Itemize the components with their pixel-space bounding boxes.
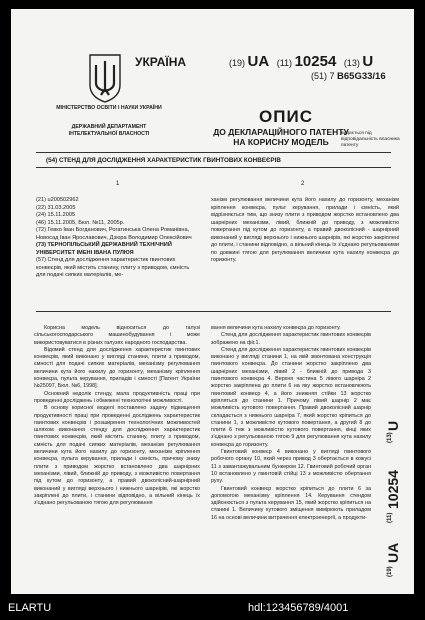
column-number-2: 2 [301, 181, 305, 187]
side-code-11: (11) [387, 512, 393, 523]
side-kind-code: U [385, 420, 401, 431]
side-code-19: (19) [387, 566, 393, 577]
office-code: UA [247, 53, 270, 70]
paragraph: Гвинтовий конвеєр жорстко кріпиться до плити 6 за допомогою механізму кріплення 14. Керування стендом здійснюється з пульта керування 15, який жорстко кріпиться на станині 1. Величину кутового зміщення вимірюють приладом 16 на основі величини витрачення електроенергії, а продукти- [211, 485, 371, 521]
code-51: (51) 7 [311, 71, 335, 81]
paragraph: Стенд для дослідження характеристик гвинтових конвеєрів виконано у вигляді станини 1, на якій змонтована конструкція гвинтового конвеєра. До станини жорстко закріплено два шарнірних механізми, лівий 2 - ближній до привода 3 гвинтового конвеєра 4. Верхня частина 5 лівого шарніра 2 жорстко закріплена до плити 6 на яку жорстко встановлюють гвинтовий конвеєр 4, а його знижняя стійки 13 жорстко кріпляться до станини 1. Причому лівий шарнір 2 має можливість кутового повертання. Правий двоколісний шарнір складається з нижнього шарніра 7, який жорстко кріпиться до станини 1, з можливістю кутового повертання, а другий 8 до плити 6 теж з можливістю кутового повертання, кінці яких з'єднано з регульованою тягою 9 для регулювання кута нахилу конвеєра до горизонту. [211, 346, 371, 448]
paragraph: В основу корисної моделі поставлено задачу підвищення продуктивності праці при проведенні досліджень характеристик гвинтових конвеєрів і розширення технологічних можливостей шляхом виконання стенду для дослідження характеристик гвинтових конвеєрів, який містить станину, плиту з приводом, ємність для подачі сипких матеріалів, механізм регулювання величини кута його нахилу до горизонту, механізм кріплення конвеєра, пульта керування, прилади і ємність, причому знизу плити з приводом жорстко встановлено два шарнірних механізми, лівий, ближній до приводу, з можливістю повертання під кутом до горизонту, а правий двоколісний-шарнірний виконаний у вигляді верхнього і нижнього шарнірів, які жорстко закріплені до плити, і станини відповідно, а вільний кінець їх з'єднано регульованою тягою для регулювання [34, 405, 200, 507]
document-title: ОПИС [259, 107, 313, 126]
side-office-code: UA [385, 542, 401, 563]
title-divider-top [36, 152, 391, 153]
description-column-right [211, 325, 371, 522]
kind-code: U [362, 53, 374, 70]
paragraph: Корисна модель відноситься до галузі сільськогосподарського машинобудування і може використовуватися в різних галузях народного господарства. [34, 325, 200, 346]
biblio-item: (22) 31.03.2005 [36, 204, 76, 211]
patent-page [11, 9, 414, 594]
bibliographic-data [36, 197, 196, 280]
column-number-1: 1 [116, 181, 120, 187]
biblio-item: (21) u200502962 [36, 197, 79, 203]
biblio-item: (24) 15.11.2005 [36, 212, 76, 218]
country-name: УКРАЇНА [135, 55, 187, 69]
patent-number: 10254 [294, 53, 337, 70]
side-code-13: (13) [387, 432, 393, 443]
trident-emblem-icon [87, 53, 123, 103]
code-11: (11) [276, 58, 293, 68]
paragraph: Гвинтовий конвеєр 4 виконано у вигляді гвинтового робочого органу 10, який через привод 3 обертається в кожусі 11 з завантажувальним бункером 12. Гвинтовий робочий орган 10 встановлено у гвинтовій стійці 13 з можливістю обертання руху. [211, 449, 371, 485]
invention-title: (54) СТЕНД ДЛЯ ДОСЛІДЖЕННЯ ХАРАКТЕРИСТИК ГВИНТОВИХ КОНВЕЄРІВ [46, 157, 281, 164]
ipc-class [311, 71, 386, 82]
paragraph: Основний недолік стенду, мала продуктивність праці при проведенні досліджень і обмежені технологічні можливості. [34, 390, 200, 404]
claims-continuation: ханізм регулювання величини кута його нахилу до горизонту, механізм кріплення конвеєра, пульт керування, прилади і ємність, який відрізняється тим, що знизу плити з приводом жорстко встановлено два шарнірних механізми, лівий, ближній до приводу, з можливістю повертання під кутом до горизонту, а правий двоколісний - шарнірний виконаний у вигляді верхнього і нижнього шарнірів, які жорстко закріплені до плити, і станини відповідно, а вільний кінець їх з'єднано регульованими по довжині тягою для регулювання величини кута нахилу конвеєра до горизонту. [211, 197, 399, 263]
subtitle-line-2: НА КОРИСНУ МОДЕЛЬ [233, 137, 329, 147]
footer-handle: hdl:123456789/4001 [248, 602, 349, 614]
code-19: (19) [229, 58, 246, 68]
side-patent-number [385, 355, 411, 575]
paragraph: вання величини кута нахилу конвеєра до горизонту. [211, 325, 341, 331]
publication-number [229, 53, 373, 70]
title-divider-bottom [36, 167, 391, 168]
ministry-name: МІНІСТЕРСТВО ОСВІТИ І НАУКИ УКРАЇНИ [56, 105, 162, 111]
biblio-item: (72) Гевко Іван Богданович, Рогатинська Олена Романівна, Новосад Іван Ярославович, Дзюра Володимир Олексійович [36, 227, 192, 241]
paragraph: Стенд для дослідження характеристик гвинтових конвеєрів зображено на фіг.1. [211, 332, 371, 346]
biblio-item: (57) Стенд для дослідження характеристик гвинтових конвеєрів, який містить станину, плиту з приводом, ємність для подачі сипких матеріалів, ме- [36, 257, 190, 278]
biblio-item: (46) 15.11.2005, Бюл. №11, 2005р. [36, 219, 125, 226]
responsibility-note: видається під відповідальність власника патенту [341, 131, 400, 148]
paragraph: Відомий стенд для дослідження характеристик гвинтових конвеєрів, який виконано у вигляді станини, плити з приводом, ємності для подачі сипких матеріалів, механізму регулювання величини кута його нахилу до горизонту, механізму кріплення конвеєра, пульта керування, приладів і ємності [Патент України №25097, Бюл. №6, 1998]. [34, 346, 200, 390]
side-number: 10254 [385, 470, 401, 509]
department-name: ДЕРЖАВНИЙ ДЕПАРТАМЕНТ ІНТЕЛЕКТУАЛЬНОЇ ВЛАСНОСТІ [68, 124, 150, 137]
biblio-item: (73) ТЕРНОПІЛЬСЬКИЙ ДЕРЖАВНИЙ ТЕХНІЧНИЙ УНІВЕРСИТЕТ ІМЕНІ ІВАНА ПУЛЮЯ [36, 242, 172, 256]
subtitle-line-1: ДО ДЕКЛАРАЦІЙНОГО ПАТЕНТУ [213, 127, 349, 137]
footer-repository: ELARTU [8, 602, 52, 614]
description-column-left [34, 325, 200, 507]
section-divider [36, 311, 391, 312]
code-13: (13) [343, 58, 360, 68]
ipc-code: B65G33/16 [337, 71, 386, 82]
